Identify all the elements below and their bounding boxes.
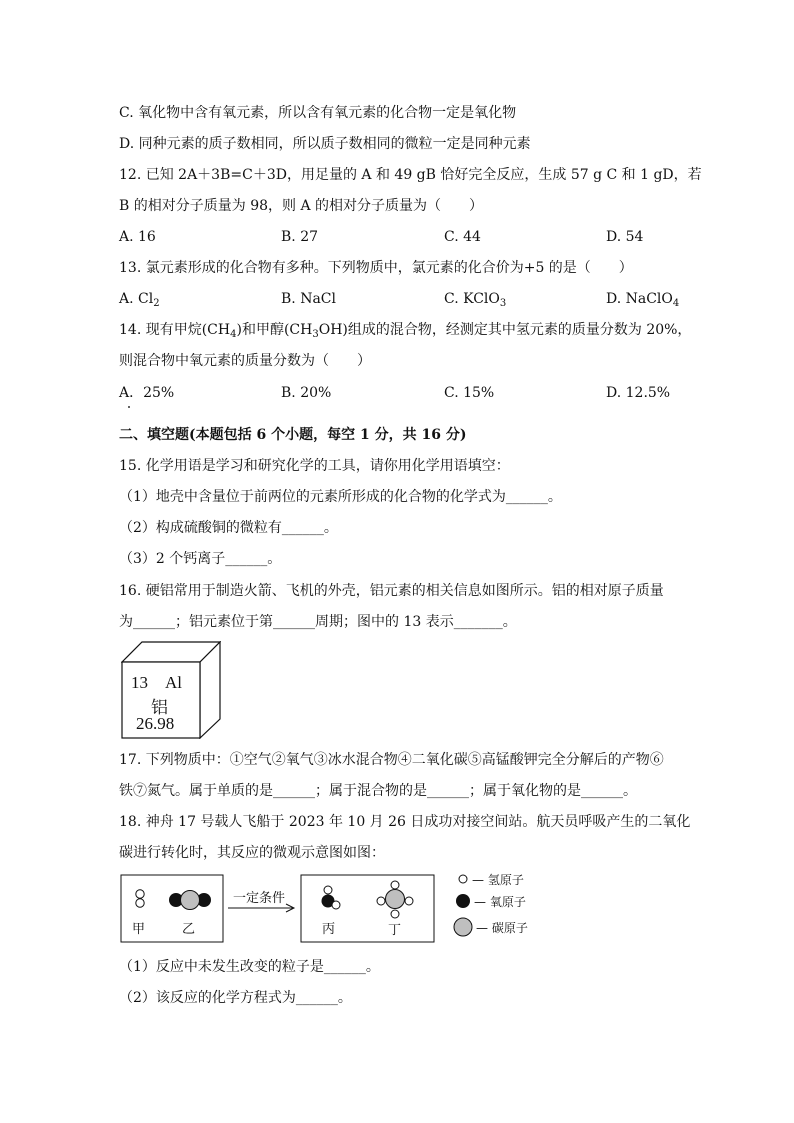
element-name: 铝 [151,698,168,717]
q12-stem-line1: 12. 已知 2A＋3B=C＋3D，用足量的 A 和 49 gB 恰好完全反应，生成 57 g C 和 1 gD，若 [119,167,702,183]
product-box [301,875,434,942]
q13-option-c-subscript: 3 [499,298,507,309]
oxygen-atom-icon [456,894,470,908]
q12-stem-line2: B 的相对分子质量为 98，则 A 的相对分子质量为（ ） [119,198,484,214]
q12-options [119,228,679,246]
q12-option-a: A. 16 [119,229,156,245]
q13-option-a-text: A. Cl [119,291,154,307]
q13-option-b: B. NaCl [281,291,336,307]
q15-part1: （1）地壳中含量位于前两位的元素所形成的化合物的化学式为______。 [119,489,562,505]
q14-text-b: )和甲醇(CH [236,322,313,338]
q11-option-d: D. 同种元素的质子数相同，所以质子数相同的微粒一定是同种元素 [119,136,531,152]
legend-hydrogen: — 氢原子 [472,873,524,887]
label-bing: 丙 [322,922,336,937]
co2-molecule-icon [169,891,211,910]
q18-stem-line2: 碳进行转化时，其反应的微观示意图如图： [119,845,385,861]
legend-carbon: — 碳原子 [476,921,528,935]
label-jia: 甲 [132,922,146,937]
q14-subscript-1: 4 [230,329,237,340]
q12-option-d: D. 54 [606,229,644,245]
legend-oxygen: — 氧原子 [474,895,526,909]
element-cube-figure [121,641,221,739]
q18-part2: （2）该反应的化学方程式为______。 [119,990,352,1006]
q17-stem-line2: 铁⑦氮气。属于单质的是______；属于混合物的是______；属于氧化物的是______。 [119,783,637,799]
hydrogen-atom-icon [459,875,467,883]
q13-option-d-subscript: 4 [672,298,680,309]
element-mass: 26.98 [136,714,175,733]
q13-option-c [444,290,506,313]
q14-option-b: B. 20% [281,385,332,401]
q14-option-c: C. 15% [444,385,495,401]
q14-stem-line2: 则混合物中氧元素的质量分数为（ ） [119,353,371,369]
reaction-diagram [120,873,560,945]
q14-text-c: OH)组成的混合物，经测定其中氢元素的质量分数为 20%， [318,322,692,338]
element-atomic-number: 13 [131,673,148,692]
q14-option-a: A．25% [119,385,175,401]
label-yi: 乙 [182,922,196,937]
q13-option-a [119,290,160,313]
q14-stem-line1 [119,321,691,344]
q12-option-c: C. 44 [444,229,481,245]
q13-options [119,290,679,308]
q14-option-d: D. 12.5% [606,385,671,401]
q13-option-a-subscript: 2 [153,298,160,309]
q17-stem-line1: 17. 下列物质中：①空气②氧气③冰水混合物④二氧化碳⑤高锰酸钾完全分解后的产物⑥ [119,752,664,768]
q15-part2: （2）构成硫酸铜的微粒有______。 [119,520,338,536]
q15-stem: 15. 化学用语是学习和研究化学的工具，请你用化学用语填空： [119,458,510,474]
q16-stem-line2: 为______；铝元素位于第______周期；图中的 13 表示_______。 [119,614,517,630]
q13-option-d [606,290,679,313]
q13-stem: 13. 氯元素形成的化合物有多种。下列物质中，氯元素的化合价为+5 的是（ ） [119,260,633,276]
carbon-atom-icon [454,918,472,936]
q16-stem-line1: 16. 硬铝常用于制造火箭、飞机的外壳，铝元素的相关信息如图所示。铝的相对原子质量 [119,583,664,599]
q13-option-d-text: D. NaClO [606,291,673,307]
q15-part3: （3）2 个钙离子______。 [119,551,282,567]
q18-part1: （1）反应中未发生改变的粒子是______。 [119,959,380,975]
element-symbol: Al [165,673,182,692]
q11-option-c: C. 氧化物中含有氧元素，所以含有氧元素的化合物一定是氧化物 [119,105,517,121]
q14-subscript-2: 3 [312,329,319,340]
stray-dot [128,406,130,408]
q14-text-a: 14. 现有甲烷(CH [119,322,231,338]
q13-option-c-text: C. KClO [444,291,500,307]
reaction-condition: 一定条件 [233,891,286,906]
label-ding: 丁 [388,923,402,938]
reaction-diagram-svg [120,873,560,945]
q12-option-b: B. 27 [281,229,319,245]
q18-stem-line1: 18. 神舟 17 号载人飞船于 2023 年 10 月 26 日成功对接空间站。航天员呼吸产生的二氧化 [119,814,691,830]
q14-options [119,384,679,402]
section-heading: 二、填空题(本题包括 6 个小题，每空 1 分，共 16 分) [119,427,467,443]
